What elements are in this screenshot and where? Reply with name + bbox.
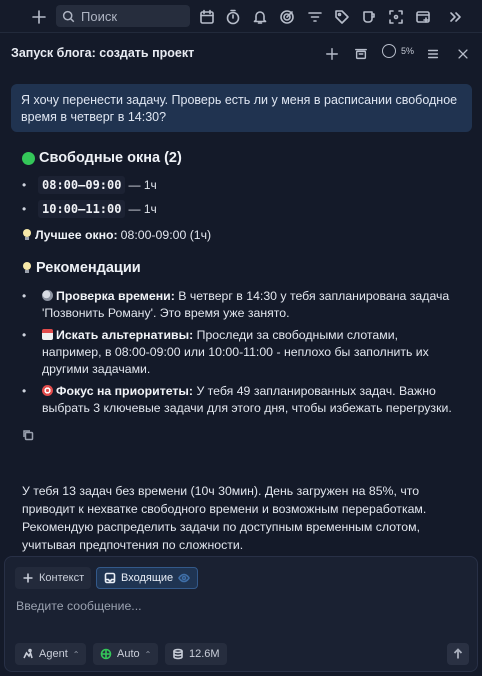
tokens-label: 12.6M <box>189 648 220 660</box>
list-item: • Фокус на приоритеты: У тебя 49 запланированных задач. Важно выбрать 3 ключевые задачи для этого дня, чтобы избежать перегрузки. <box>22 384 452 415</box>
agent-selector[interactable] <box>15 643 86 665</box>
best-slot-value: 08:00-09:00 (1ч) <box>120 228 212 242</box>
model-selector[interactable] <box>93 643 158 665</box>
archive-button[interactable] <box>351 44 371 64</box>
plus-icon[interactable] <box>28 6 50 28</box>
rec-title: Фокус на приоритеты: <box>56 384 194 398</box>
plus-icon <box>22 572 34 584</box>
best-slot <box>22 228 462 242</box>
agent-label: Agent <box>39 648 68 660</box>
list-item: • 08:00–09:00 — 1ч <box>22 178 157 192</box>
rec-text: Проследи за свободными слотами, например, в 08:00-09:00 или 10:00-11:00 - неплохо бы заполнить их другими задачами. <box>42 328 429 376</box>
close-icon <box>456 47 470 61</box>
message-composer <box>4 556 478 672</box>
chevron-up-icon: ⌃ <box>144 649 152 659</box>
free-slots-heading <box>22 150 462 166</box>
inbox-chip[interactable] <box>96 567 198 589</box>
search-box[interactable] <box>56 5 190 27</box>
user-message: Я хочу перенести задачу. Проверь есть ли у меня в расписании свободное время в четверг в 14:30? <box>11 84 472 132</box>
search-placeholder: Поиск <box>81 8 118 24</box>
arrow-up-icon <box>452 648 464 660</box>
list-item: • 10:00–11:00 — 1ч <box>22 202 157 216</box>
best-slot-label: Лучшее окно: <box>35 228 118 242</box>
rec-title: Искать альтернативы: <box>56 328 194 342</box>
task-title: Запуск блога: создать проект <box>11 46 195 60</box>
list-item: • Искать альтернативы: Проследи за свободными слотами, например, в 08:00-09:00 или 10:00-11:00 - неплохо бы заполнить их другими задачами. <box>22 328 429 376</box>
agent-icon <box>22 648 34 660</box>
tag-icon[interactable] <box>331 6 353 28</box>
target-icon[interactable] <box>276 6 298 28</box>
message-input[interactable]: Введите сообщение... <box>16 599 142 613</box>
progress-indicator[interactable] <box>382 44 414 58</box>
more-lines-icon <box>426 47 440 61</box>
double-chevron-right-icon[interactable] <box>444 6 466 28</box>
window-icon[interactable] <box>412 6 434 28</box>
rec-text: У тебя 49 запланированных задач. Важно выбрать 3 ключевые задачи для этого дня, чтобы избежать перегрузки. <box>42 384 452 415</box>
recommendations-title: Рекомендации <box>36 260 141 276</box>
slot-duration: — 1ч <box>128 202 157 216</box>
chevron-up-icon: ⌃ <box>72 649 80 659</box>
cup-icon[interactable] <box>358 6 380 28</box>
send-button[interactable] <box>447 643 469 665</box>
close-button[interactable] <box>453 44 473 64</box>
inbox-label: Входящие <box>121 572 174 584</box>
filter-icon[interactable] <box>304 6 326 28</box>
copy-icon[interactable] <box>22 429 36 443</box>
auto-label: Auto <box>117 648 140 660</box>
calendar-emoji-icon <box>42 329 53 340</box>
auto-model-icon <box>100 648 112 660</box>
add-button[interactable] <box>322 44 342 64</box>
slot-duration: — 1ч <box>128 178 157 192</box>
slot-time: 10:00–11:00 <box>38 200 125 218</box>
recommendations-heading <box>22 260 462 276</box>
progress-value: 5% <box>401 46 415 56</box>
more-button[interactable] <box>423 44 443 64</box>
archive-icon <box>354 47 368 61</box>
green-circle-icon <box>22 152 35 165</box>
timer-icon[interactable] <box>222 6 244 28</box>
progress-ring-icon <box>382 44 396 58</box>
eye-icon[interactable] <box>178 572 190 584</box>
lightbulb-icon <box>22 262 32 274</box>
calendar-icon[interactable] <box>196 6 218 28</box>
free-slots-title: Свободные окна (2) <box>39 150 182 166</box>
rec-text: В четверг в 14:30 у тебя запланирована задача 'Позвонить Роману'. Это время уже занято. <box>42 289 450 320</box>
top-toolbar <box>0 0 482 33</box>
list-item: • Проверка времени: В четверг в 14:30 у тебя запланирована задача 'Позвонить Роману'. Это время уже занято. <box>22 289 450 320</box>
bell-icon[interactable] <box>249 6 271 28</box>
search-icon <box>62 10 75 23</box>
inbox-icon <box>104 572 116 584</box>
magnifier-icon <box>42 290 53 301</box>
rec-title: Проверка времени: <box>56 289 175 303</box>
context-button[interactable] <box>15 567 91 589</box>
focus-icon[interactable] <box>385 6 407 28</box>
token-usage[interactable] <box>165 643 227 665</box>
assistant-response <box>22 150 462 443</box>
database-icon <box>172 648 184 660</box>
dart-target-icon <box>42 385 53 396</box>
plus-icon <box>325 47 339 61</box>
summary-text: У тебя 13 задач без времени (10ч 30мин). День загружен на 85%, что приводит к нехватке свободного времени и возможным переработкам. Рекомендую распределить задачи по доступным временным слотом, учитывая предпочтения по сложности. <box>22 484 427 552</box>
context-label: Контекст <box>39 572 85 584</box>
lightbulb-icon <box>22 229 32 241</box>
slot-time: 08:00–09:00 <box>38 176 125 194</box>
